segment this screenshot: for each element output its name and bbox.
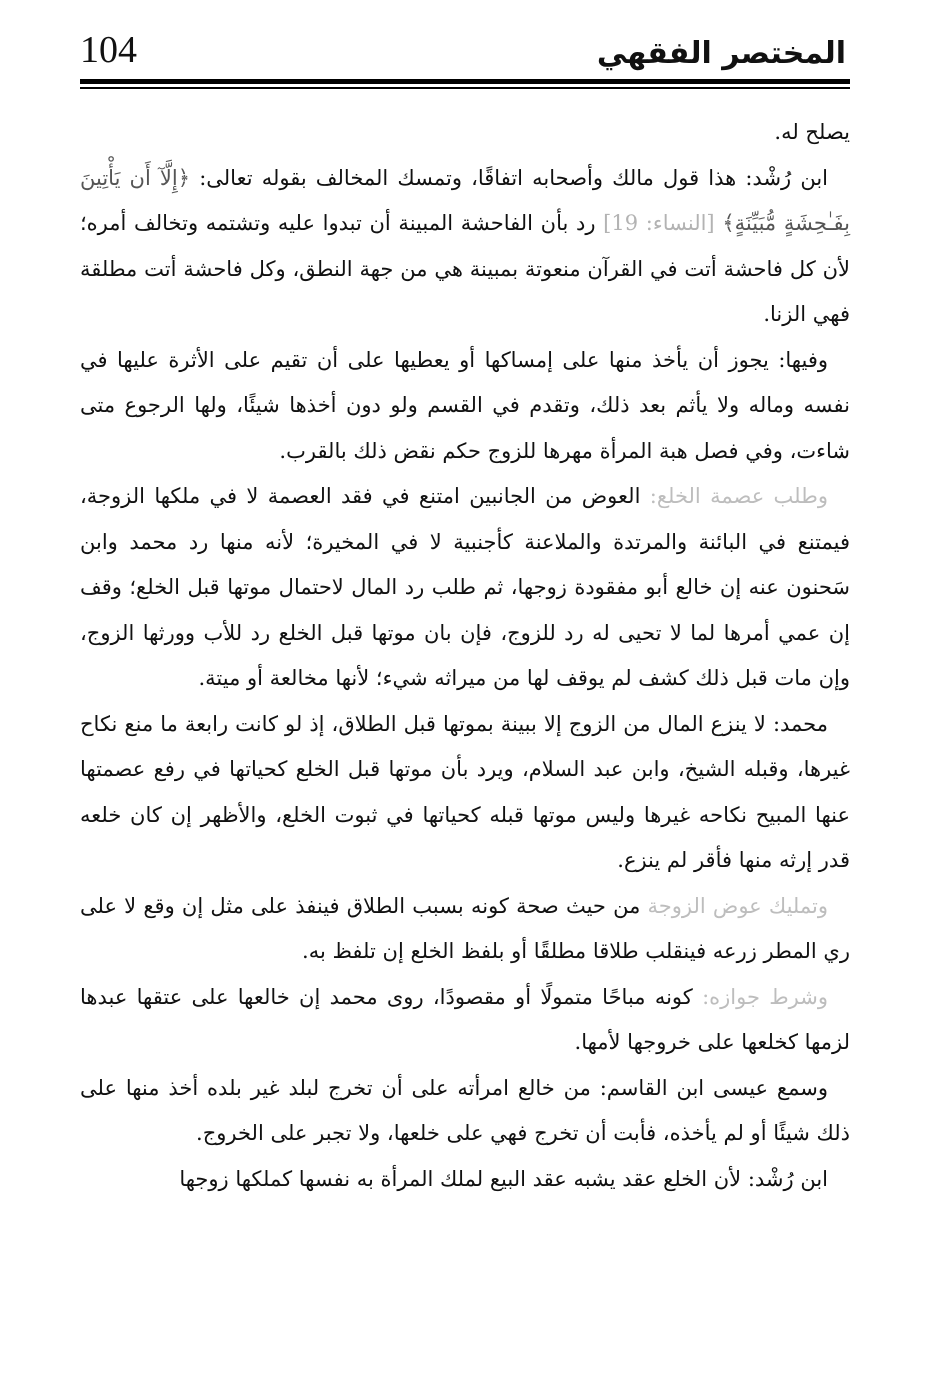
book-title: المختصر الفقهي [596, 36, 846, 71]
paragraph-text: العوض من الجانبين امتنع في فقد العصمة لا في ملكها الزوجة، فيمتنع في البائنة والمرتدة والملاعنة كأجنبية لا في المخيرة؛ لأنه منها رد محمد وابن سَحنون عنه إن خالع أبو مفقودة زوجها، ثم طلب رد المال لاحتمال موتها قبل الخلع؛ وقف إن عمي أمرها لما لا تحيى له رد للزوج، فإن بان موتها قبل الخلع رد للأب وورثها الزوج، وإن مات قبل ذلك كشف لم يوقف لها من ميراثه شيء؛ لأنها مخالعة أو ميتة. [80, 484, 850, 690]
paragraph-9 [80, 1157, 850, 1203]
paragraph-text: ابن رُشْد: لأن الخلع عقد يشبه عقد البيع لملك المرأة به نفسها كملكها زوجها [179, 1166, 828, 1191]
heading-term: وشرط جوازه: [702, 984, 828, 1009]
verse-reference: [النساء: 19] [603, 211, 715, 235]
paragraph-1 [80, 110, 850, 156]
page-number: 104 [80, 29, 137, 71]
heading-term: وتمليك عوض الزوجة [647, 893, 828, 918]
paragraph-text: كونه مباحًا متمولًا أو مقصودًا، روى محمد إن خالعها على عتقها عبدها لزمها كخلعها على خروجها لأمها. [80, 984, 850, 1054]
paragraph-text: من حيث صحة كونه بسبب الطلاق فينفذ على مثل إن وقع لا على ري المطر زرعه فينقلب طلاقا مطلقًا أو بلفظ الخلع إن تلفظ به. [80, 893, 850, 963]
paragraph-text: وفيها: يجوز أن يأخذ منها على إمساكها أو يعطيها على أن تقيم على الأثرة عليها في نفسه وماله ولا يأثم بعد ذلك، وتقدم في القسم ولو دون أخذها شيئًا، ولها الرجوع متى شاءت، وفي فصل هبة المرأة مهرها للزوج حكم نقض ذلك بالقرب. [80, 347, 850, 463]
paragraph-text: يصلح له. [774, 120, 850, 144]
heading-term: وطلب عصمة الخلع: [649, 484, 828, 508]
header-rule-thin [80, 87, 850, 89]
paragraph-8 [80, 1066, 850, 1157]
paragraph-7 [80, 975, 850, 1066]
paragraph-text: وسمع عيسى ابن القاسم: من خالع امرأته على أن تخرج لبلد غير بلده أخذ منها على ذلك شيئًا أو لم يأخذه، فأبت أن تخرج فهي على خلعها، ولا تجبر على الخروج. [80, 1075, 850, 1145]
paragraph-text-continued: رد بأن الفاحشة المبينة أن تبدوا عليه وتشتمه وتخالف أمره؛ لأن كل فاحشة أتت في القرآن منعوتة بمبينة هي من جهة النطق، وكل فاحشة أتت مطلقة فهي الزنا. [80, 211, 850, 326]
running-header [80, 22, 850, 78]
paragraph-5 [80, 702, 850, 884]
paragraph-4 [80, 474, 850, 702]
header-rule-thick [80, 79, 850, 84]
paragraph-2 [80, 156, 850, 338]
paragraph-3 [80, 338, 850, 475]
paragraph-6 [80, 884, 850, 975]
quran-verse: ﴿إِلَّآ أَن يَأْتِينَ بِفَـٰحِشَةٍ مُّبَيِّنَةٍ﴾ [80, 165, 850, 235]
paragraph-text: محمد: لا ينزع المال من الزوج إلا ببينة بموتها قبل الطلاق، إذ لو كانت رابعة ما منع نكاح غيرها، وقبله الشيخ، وابن عبد السلام، ويرد بأن موتها قبل الخلع كحياتها في رفع عصمتها عنها المبيح نكاحه غيرها وليس موتها قبله كحياتها في ثبوت الخلع، والأظهر إن كان خلعه قدر إرثه منها فأقر لم ينزع. [80, 711, 850, 872]
paragraph-text: ابن رُشْد: هذا قول مالك وأصحابه اتفاقًا، وتمسك المخالف بقوله تعالى: [199, 165, 828, 190]
page-body [80, 110, 850, 1202]
